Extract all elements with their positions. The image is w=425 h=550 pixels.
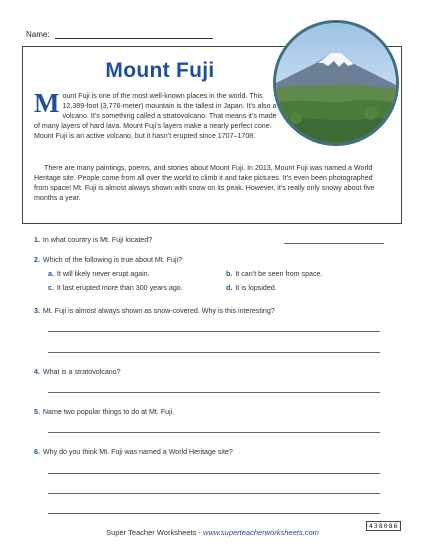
footer-url-link[interactable]: www.superteacherworksheets.com — [202, 528, 319, 537]
question-1 — [34, 236, 152, 244]
option-text: It last erupted more than 300 years ago. — [56, 284, 183, 292]
option-a[interactable] — [48, 270, 150, 278]
answer-line[interactable] — [48, 513, 380, 514]
question-text: What is a stratovolcano? — [42, 368, 121, 376]
question-text: Which of the following is true about Mt. Fuji? — [42, 256, 183, 264]
option-text: It is lopsided. — [235, 284, 277, 292]
name-input-line[interactable] — [55, 30, 213, 39]
answer-line[interactable] — [284, 243, 384, 244]
option-letter: c. — [48, 284, 54, 292]
passage-paragraph-2: There are many paintings, poems, and stories about Mount Fuji. In 2013, Mount Fuji was named a World Heritage site. People come from all over the world to climb it and take pictures. It’s even been photographed from space! Mt. Fuji is almost always shown with snow on its peak. However, it’s really only snowy about five months a year. — [34, 164, 375, 203]
question-4 — [34, 368, 121, 376]
passage-paragraph-1 — [34, 88, 278, 141]
answer-line[interactable] — [48, 493, 380, 494]
question-3 — [34, 307, 275, 315]
drop-cap: M — [34, 88, 60, 118]
page-title: Mount Fuji — [105, 59, 215, 82]
question-2 — [34, 256, 182, 264]
question-number: 4. — [34, 368, 40, 376]
question-6 — [34, 448, 233, 456]
question-text: Name two popular things to do at Mt. Fuji. — [42, 408, 175, 416]
question-text: Mt. Fuji is almost always shown as snow-covered. Why is this interesting? — [42, 307, 275, 315]
question-number: 3. — [34, 307, 40, 315]
question-number: 5. — [34, 408, 40, 416]
question-number: 6. — [34, 448, 40, 456]
option-d[interactable] — [226, 284, 277, 292]
option-letter: d. — [226, 284, 233, 292]
answer-line[interactable] — [48, 432, 380, 433]
option-b[interactable] — [226, 270, 322, 278]
option-letter: b. — [226, 270, 233, 278]
answer-line[interactable] — [48, 392, 380, 393]
question-number: 2. — [34, 256, 40, 264]
answer-line[interactable] — [48, 331, 380, 332]
footer-brand: Super Teacher Worksheets - — [106, 528, 203, 537]
answer-line[interactable] — [48, 473, 380, 474]
option-c[interactable] — [48, 284, 183, 292]
option-text: It will likely never erupt again. — [56, 270, 150, 278]
name-row — [26, 30, 213, 39]
mount-fuji-photo — [273, 20, 399, 146]
option-text: It can’t be seen from space. — [235, 270, 323, 278]
question-text: In what country is Mt. Fuji located? — [42, 236, 153, 244]
paragraph-1-text: ount Fuji is one of the most well-known places in the world. This 12,389-foot (3,776-meter) mountain is the tallest in Japan. It’s also a volcano. It’s something called a stratovolcano. That means it’s made of many layers of hard lava. Mount Fuji’s layers make a nearly perfect cone. Mount Fuji is an active volcano, but it hasn’t erupted since 1707–1708. — [34, 92, 277, 141]
question-text: Why do you think Mt. Fuji was named a World Heritage site? — [42, 448, 233, 456]
mountain-illustration — [276, 23, 396, 143]
question-5 — [34, 408, 174, 416]
answer-line[interactable] — [48, 352, 380, 353]
question-number: 1. — [34, 236, 40, 244]
footer — [0, 528, 425, 537]
name-label: Name: — [26, 30, 50, 39]
worksheet-code: 438086 — [366, 521, 401, 531]
option-letter: a. — [48, 270, 54, 278]
